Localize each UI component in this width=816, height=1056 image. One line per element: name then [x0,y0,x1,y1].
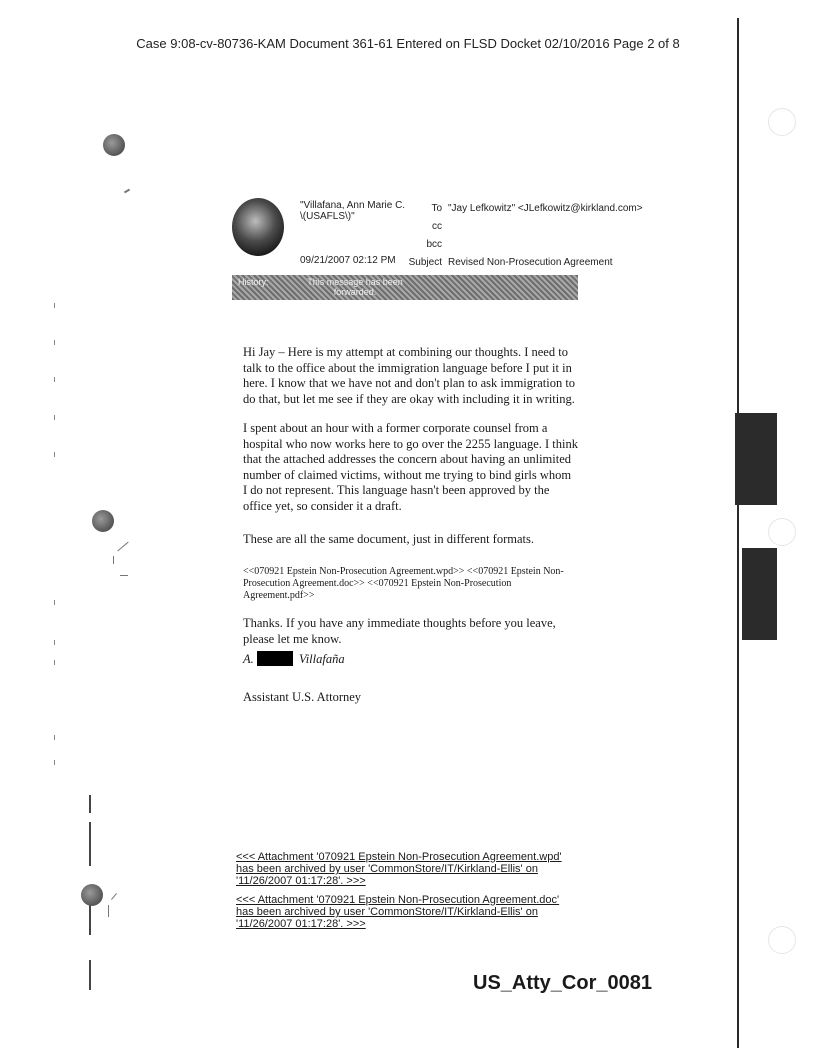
scan-tick [54,600,55,605]
scan-tick [54,377,55,382]
bates-number: US_Atty_Cor_0081 [473,972,652,994]
cc-label: cc [432,221,442,232]
sender-name: "Villafana, Ann Marie C. \(USAFLS\)" [300,200,406,222]
signature [243,651,345,667]
punch-hole-outline [768,518,796,546]
attachment-list: <<070921 Epstein Non-Prosecution Agreement.wpd>> <<070921 Epstein Non-Prosecution Agreement.doc>> <<070921 Epstein Non-Prosecution Agreement.pdf>> [243,566,564,601]
scan-edge-mark [89,822,91,866]
signature-surname: Villafaña [299,652,345,666]
scan-tick [54,660,55,665]
sender-avatar [232,198,284,256]
scan-tick [54,760,55,765]
scan-speck [124,189,130,194]
bcc-label: bcc [426,239,442,250]
punch-hole-outline [768,926,796,954]
body-paragraph: These are all the same document, just in different formats. [243,532,534,546]
signature-title: Assistant U.S. Attorney [243,690,362,704]
redaction-box [257,651,293,666]
punch-hole [103,134,125,156]
signature-initial: A. [243,652,254,666]
scan-tick [54,340,55,345]
punch-hole-outline [768,108,796,136]
case-header: Case 9:08-cv-80736-KAM Document 361-61 Entered on FLSD Docket 02/10/2016 Page 2 of 8 [136,36,680,51]
scan-speck [117,542,128,552]
sent-date: 09/21/2007 02:12 PM [300,255,396,266]
scan-tick [54,415,55,420]
to-label: To [431,203,442,214]
punch-hole [81,884,103,906]
archive-notice[interactable]: <<< Attachment '070921 Epstein Non-Prosecution Agreement.doc' has been archived by user 'CommonStore/IT/Kirkland-Ellis' on '11/26/2007 01:17:28'. >>> [236,894,560,930]
scan-speck [108,905,109,917]
scan-tick [54,303,55,308]
scan-speck [113,556,114,564]
history-bar [232,275,578,300]
history-label: History: [238,277,269,287]
body-paragraph: I spent about an hour with a former corporate counsel from a hospital who now works here to go over the 2255 language. I think that the attached addresses the concern about having an unlimited number of claimed victims, without me trying to bind girls whom I do not represent. This language hasn't been approved by the office yet, so consider it a draft. [243,421,579,513]
scan-speck [120,575,128,576]
scan-edge-line [737,18,739,1048]
scan-speck [111,893,117,900]
scan-dark-block [735,413,777,505]
subject-value: Revised Non-Prosecution Agreement [448,257,613,268]
archive-notice[interactable]: <<< Attachment '070921 Epstein Non-Prosecution Agreement.wpd' has been archived by user 'CommonStore/IT/Kirkland-Ellis' on '11/26/2007 01:17:28'. >>> [236,851,562,887]
scan-tick [54,640,55,645]
scan-tick [54,735,55,740]
to-value: "Jay Lefkowitz" <JLefkowitz@kirkland.com> [448,203,643,214]
scan-edge-mark [89,960,91,990]
scan-edge-mark [89,905,91,935]
body-paragraph: Hi Jay – Here is my attempt at combining our thoughts. I need to talk to the office about the immigration language before I put it in here. I know that we have not and don't plan to ask immigration to do that, but let me see if they are okay with including it in writing. [243,345,576,406]
body-paragraph: Thanks. If you have any immediate thoughts before you leave, please let me know. [243,616,556,646]
punch-hole [92,510,114,532]
scan-edge-mark [89,795,91,813]
scan-dark-block [742,548,777,640]
subject-label: Subject [408,257,442,268]
history-message: This message has been forwarded. [307,277,403,297]
scan-tick [54,452,55,457]
